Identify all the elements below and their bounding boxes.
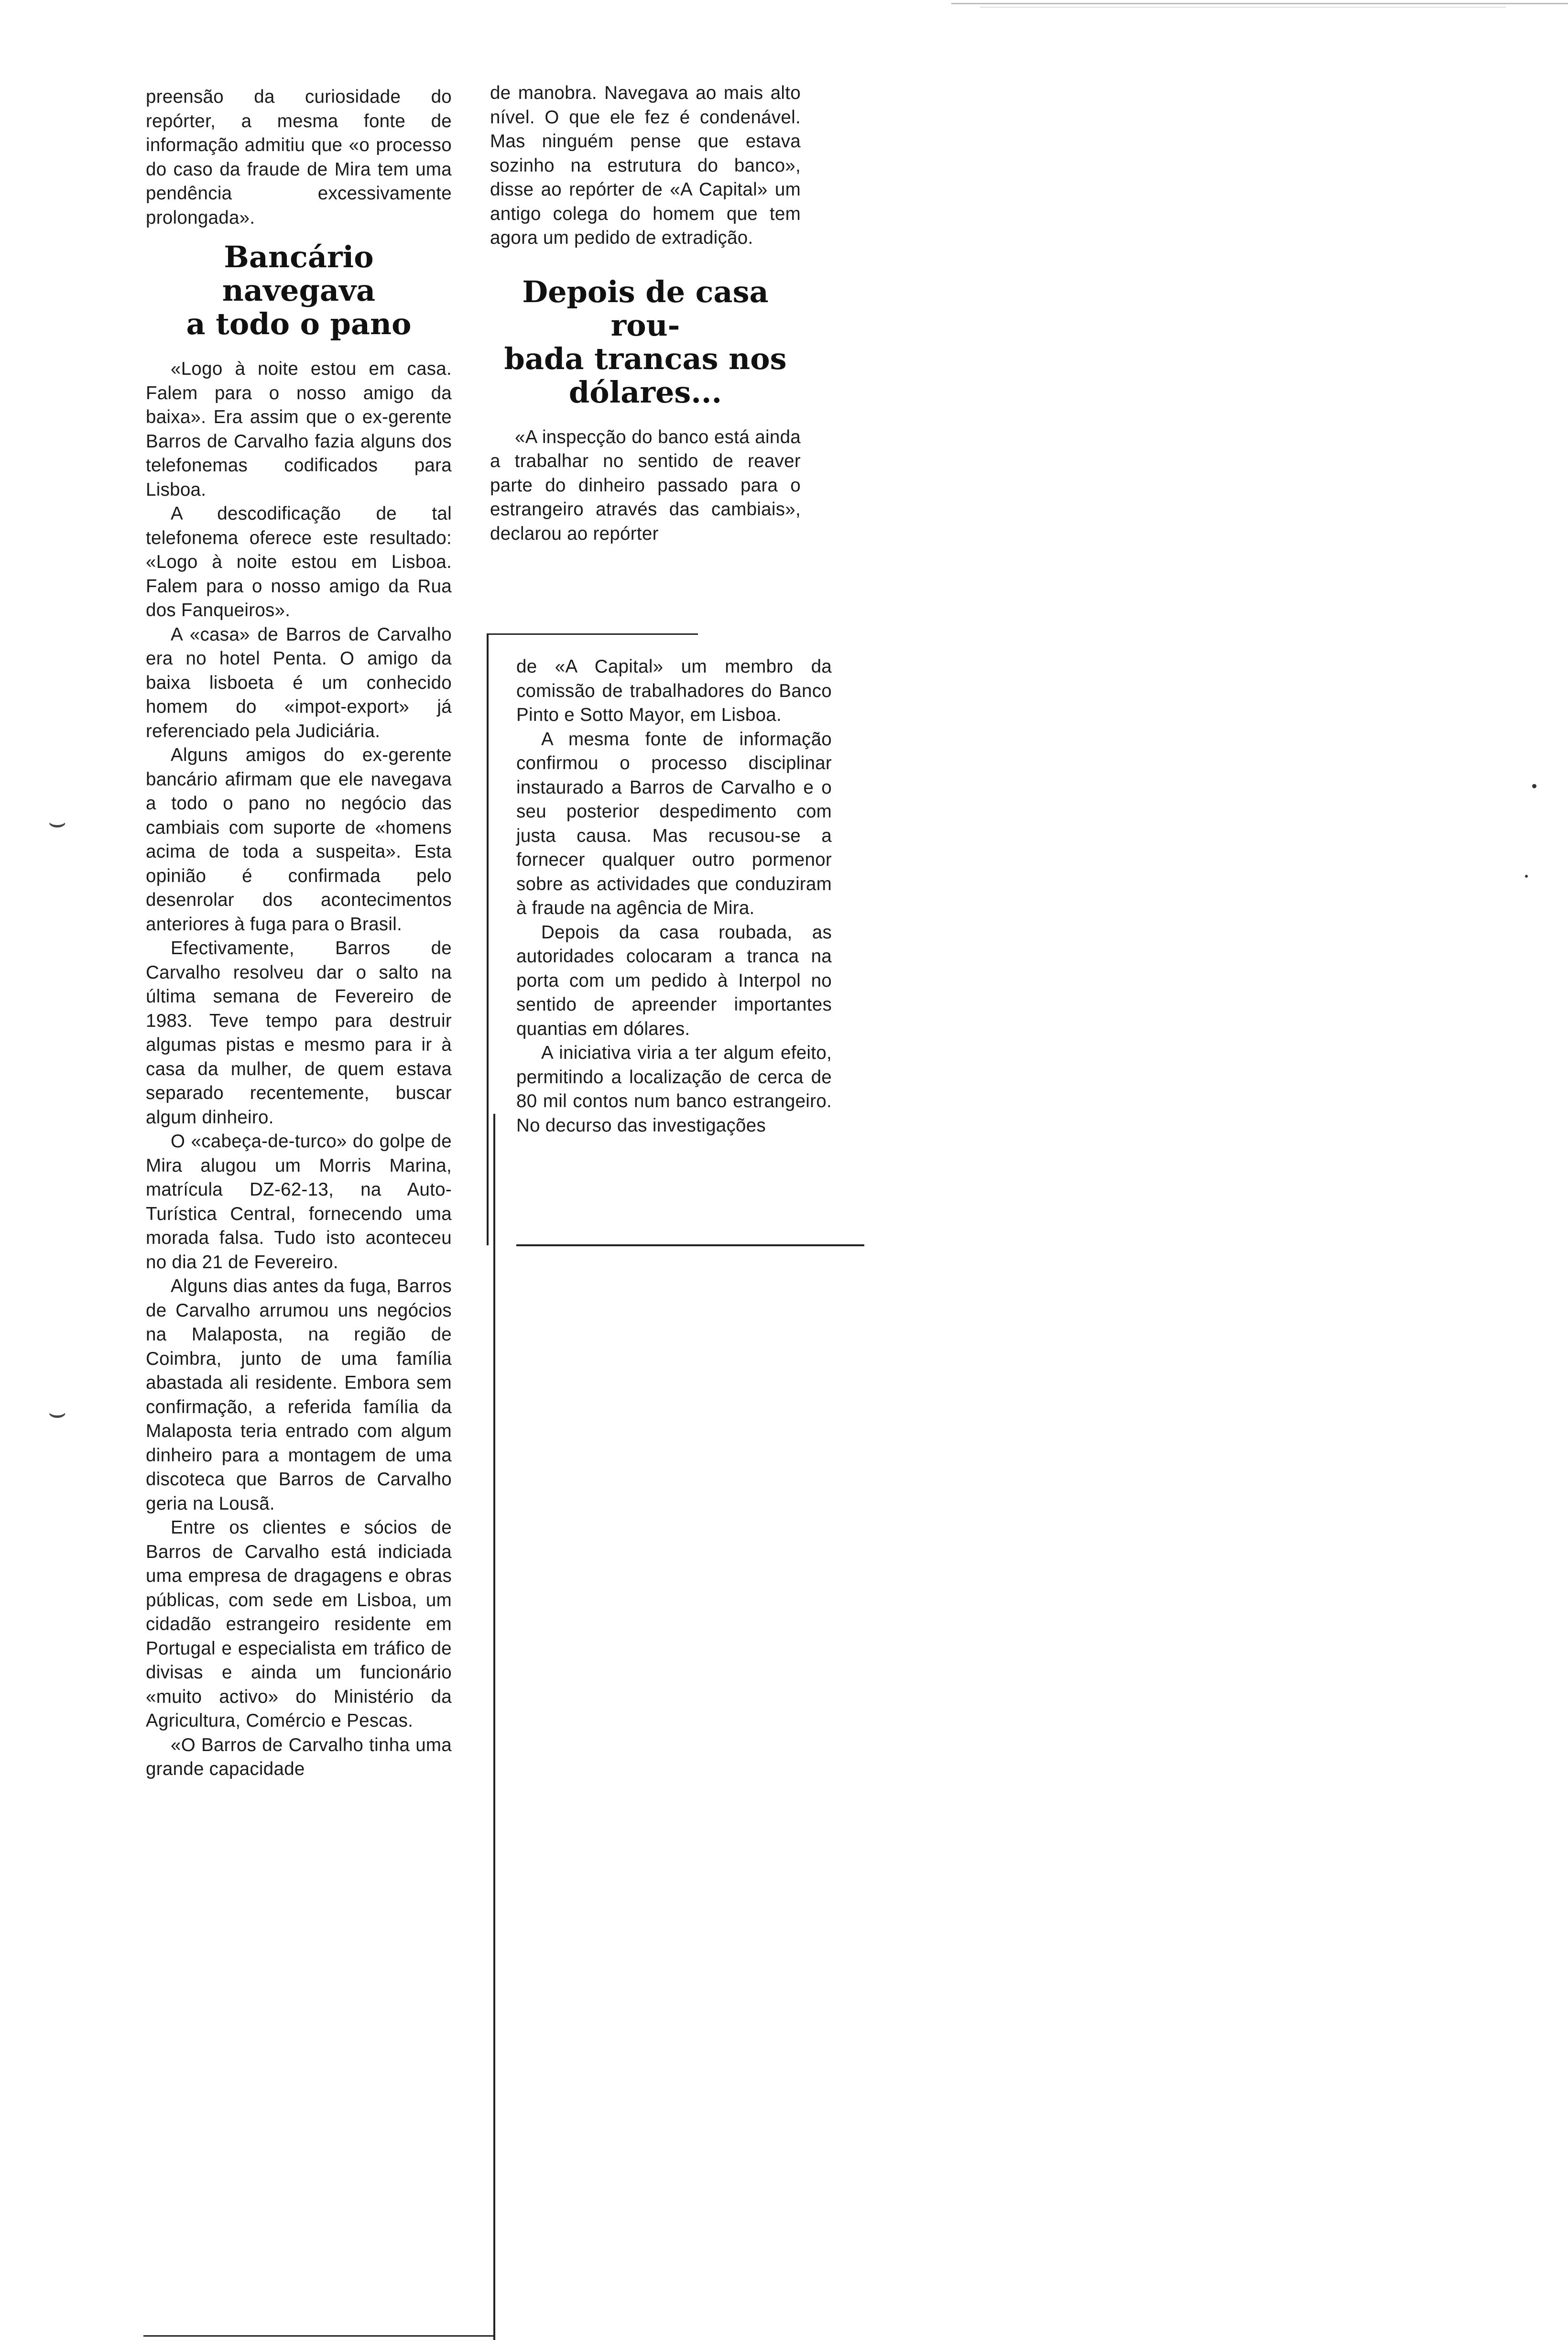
paragraph: Alguns amigos do ex-gerente bancário afirmam que ele navegava a todo o pano no negócio das cambiais com suporte de «homens acima de toda a suspeita». Esta opinião é confirmada pelo desenrolar dos acontecimentos anteriores à fuga para o Brasil. — [146, 745, 452, 935]
scan-speck — [1525, 875, 1528, 878]
paragraph: de «A Capital» um membro da comissão de trabalhadores do Banco Pinto e Sotto Mayor, em Lisboa. — [516, 656, 832, 725]
column-end-rule — [143, 2335, 495, 2337]
paragraph: de manobra. Navegava ao mais alto nível. O que ele fez é condenável. Mas ninguém pense que estava sozinho na estrutura do banco», disse ao repórter de «A Capital» um antigo colega do homem que tem agora um pedido de extradição. — [490, 83, 801, 248]
paragraph: Entre os clientes e sócios de Barros de Carvalho está indiciada uma empresa de dragagens e obras públicas, com sede em Lisboa, um cidadão estrangeiro residente em Portugal e especialista em tráfico de divisas e ainda um funcionário «muito activo» do Ministério da Agricultura, Comércio e Pescas. — [146, 1517, 452, 1731]
scan-speck — [1532, 784, 1536, 788]
column-rule — [493, 1114, 495, 2340]
scan-mark: ⌣ — [48, 806, 67, 838]
paragraph: A «casa» de Barros de Carvalho era no hotel Penta. O amigo da baixa lisboeta é um conhecido homem do «impot-export» já referenciado pela Judiciária. — [146, 624, 452, 741]
column-end-rule — [516, 1244, 864, 1246]
section-heading: Depois de casa rou- bada trancas nos dólares... — [504, 274, 787, 410]
article-column-2 — [490, 81, 801, 546]
article-column-3 — [516, 655, 832, 1138]
scan-edge-line-secondary — [980, 7, 1506, 8]
paragraph: «O Barros de Carvalho tinha uma grande capacidade — [146, 1734, 452, 1779]
paragraph: Efectivamente, Barros de Carvalho resolveu dar o salto na última semana de Fevereiro de 1983. Teve tempo para destruir algumas pistas e mesmo para ir à casa da mulher, de quem estava separado recentemente, buscar algum dinheiro. — [146, 938, 452, 1128]
paragraph: A mesma fonte de informação confirmou o processo disciplinar instaurado a Barros de Carvalho e o seu posterior despedimento com justa causa. Mas recusou-se a fornecer qualquer outro pormenor sobre as actividades que conduziram à fraude na agência de Mira. — [516, 729, 832, 918]
paragraph: Alguns dias antes da fuga, Barros de Carvalho arrumou uns negócios na Malaposta, na região de Coimbra, junto de uma família abastada ali residente. Embora sem confirmação, a referida família da Malaposta teria entrado com algum dinheiro para a montagem de uma discoteca que Barros de Carvalho geria na Lousã. — [146, 1276, 452, 1514]
paragraph: A descodificação de tal telefonema oferece este resultado: «Logo à noite estou em Lisboa. Falem para o nosso amigo da Rua dos Fanqueiros». — [146, 503, 452, 620]
article-column-1 — [146, 85, 452, 1782]
scan-mark: ⌣ — [48, 1396, 67, 1428]
section-heading: Bancário navegava a todo o pano — [186, 239, 412, 341]
paragraph: «Logo à noite estou em casa. Falem para o nosso amigo da baixa». Era assim que o ex-gerente Barros de Carvalho fazia alguns dos telefonemas codificados para Lisboa. — [146, 359, 452, 500]
paragraph: preensão da curiosidade do repórter, a mesma fonte de informação admitiu que «o processo do caso da fraude de Mira tem uma pendência excessivamente prolongada». — [146, 87, 452, 228]
paragraph: O «cabeça-de-turco» do golpe de Mira alugou um Morris Marina, matrícula DZ-62-13, na Auto-Turística Central, fornecendo uma morada falsa. Tudo isto aconteceu no dia 21 de Fevereiro. — [146, 1131, 452, 1273]
scan-edge-line — [951, 3, 1568, 4]
paragraph: Depois da casa roubada, as autoridades colocaram a tranca na porta com um pedido à Interpol no sentido de apreender importantes quantias em dólares. — [516, 922, 832, 1039]
clipping-rule — [487, 633, 489, 1245]
paragraph: A iniciativa viria a ter algum efeito, permitindo a localização de cerca de 80 mil contos num banco estrangeiro. No decurso das investigações — [516, 1043, 832, 1136]
paragraph: «A inspecção do banco está ainda a trabalhar no sentido de reaver parte do dinheiro passado para o estrangeiro através das cambiais», declarou ao repórter — [490, 426, 801, 544]
clipping-rule — [488, 633, 698, 635]
